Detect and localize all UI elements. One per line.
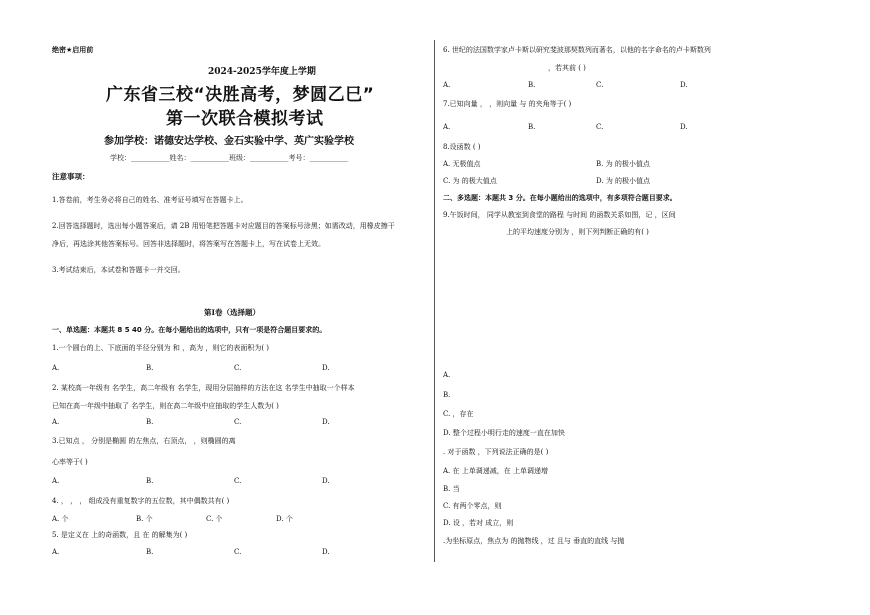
question-3-line1: 3.已知点 ， 分别是椭圆 的左焦点，右顶点， ，则椭圆的离 [52,437,236,445]
q9-option-c: C. ，存在 [443,410,474,418]
q4-option-d: D. 个 [276,515,293,523]
q8-option-b: B. 为 的极小值点 [596,160,650,168]
q7-option-c: C. [596,123,604,131]
exam-title-line1: 广东省三校“决胜高考，梦圆乙巳” [106,85,375,105]
question-5: 5. 是定义在 上的奇函数，且 在 的解集为( ) [52,531,188,539]
section2-heading: 二、多选题：本题共 3 分。在每小题给出的选项中，有多项符合题目要求。 [443,194,677,202]
student-info-line: 学校：___________姓名：___________班级：___________考号：___________ [110,154,348,162]
q6-option-a: A. [443,81,451,89]
q3-option-d: D. [322,477,330,485]
question-7: 7.已知向量 ， ，则向量 与 的夹角等于( ) [443,100,572,108]
q8-option-d: D. 为 的极小值点 [596,177,651,185]
question-6-line1: 6. 世纪的法国数学家卢卡斯以研究斐波那契数列而著名，以他的名字命名的卢卡斯数列 [443,46,711,54]
q3-option-b: B. [146,477,154,485]
question-2-line1: 2. 某校高一年级有 名学生，高二年级有 名学生，现用分层抽样的方法在这 名学生中抽取一个样本 [52,384,355,392]
question-10: . 对于函数 ，下列说法正确的是( ) [443,448,549,456]
q10-option-d: D. 设 ，若对 成立，则 [443,519,514,527]
note-2-line2: 净后，再选涂其他答案标号。回答非选择题时，将答案写在答题卡上，写在试卷上无效。 [52,240,325,248]
q9-option-d: D. 整个过程小明行走的速度一直在加快 [443,429,565,437]
q7-option-b: B. [528,123,536,131]
question-9-line1: 9.午饭时间， 同学从教室到食堂的路程 与时间 的函数关系如图，记 ，区间 [443,211,676,219]
q9-option-a: A. [443,371,451,379]
q10-option-a: A. 在 上单调递减，在 上单调递增 [443,467,548,475]
q5-option-b: B. [146,548,154,556]
notes-title: 注意事项： [52,172,90,181]
q1-option-b: B. [146,364,154,372]
question-6-line2: ，若其前 ( ) [548,64,586,72]
q2-option-b: B. [146,418,154,426]
question-4: 4. ， ， ， 组成没有重复数字的五位数，其中偶数共有( ) [52,497,230,505]
q8-option-c: C. 为 的极大值点 [443,177,497,185]
q10-option-c: C. 有两个零点，则 [443,502,502,510]
secret-label: 绝密★启用前 [52,46,94,54]
q2-option-a: A. [52,418,60,426]
participating-schools: 参加学校：诺德安达学校、金石实验中学、英广实验学校 [104,136,354,147]
q9-option-b: B. [443,391,451,399]
q1-option-a: A. [52,364,60,372]
q7-option-d: D. [680,123,688,131]
q8-option-a: A. 无极值点 [443,160,481,168]
section1-heading: 一、单选题：本题共 8 5 40 分。在每小题给出的选项中，只有一项是符合题目要求的。 [52,326,327,334]
note-1: 1.答卷前，考生务必将自己的姓名、准考证号填写在答题卡上。 [52,196,248,204]
q1-option-c: C. [234,364,242,372]
q4-option-a: A. 个 [52,515,69,523]
q5-option-a: A. [52,548,60,556]
q1-option-d: D. [322,364,330,372]
question-3-line2: 心率等于( ) [52,458,88,466]
q3-option-a: A. [52,477,60,485]
school-year: 2024-2025学年度上学期 [208,67,316,77]
exam-title-line2: 第一次联合模拟考试 [166,109,324,129]
q6-option-d: D. [680,81,688,89]
q4-option-b: B. 个 [136,515,153,523]
question-2-line2: 已知在高一年级中抽取了 名学生，则在高二年级中应抽取的学生人数为( ) [52,402,279,410]
q4-option-c: C. 个 [206,515,223,523]
column-divider [434,40,435,562]
question-9-line2: 上的平均速度分别为 ，则下列判断正确的有( ) [506,228,649,236]
q5-option-c: C. [234,548,242,556]
q6-option-b: B. [528,81,536,89]
q6-option-c: C. [596,81,604,89]
q2-option-d: D. [322,418,330,426]
note-2-line1: 2.回答选择题时，选出每小题答案后，请 2B 用铅笔把答题卡对应题目的答案标号涂黑；如需改动，用橡皮擦干 [52,222,395,230]
note-3: 3.考试结束后，本试卷和答题卡一并交回。 [52,266,185,274]
question-1: 1.一个圆台的上、下底面的半径分别为 和 ，高为 ，则它的表面积为( ) [52,344,270,352]
q10-option-b: B. 当 [443,485,460,493]
section1-title: 第I卷（选择题） [204,308,261,317]
question-11: .为坐标原点，焦点为 的抛物线 ，过 且与 垂直的直线 与抛 [443,537,625,545]
q3-option-c: C. [234,477,242,485]
question-8: 8.设函数 ( ) [443,143,481,151]
q5-option-d: D. [322,548,330,556]
q2-option-c: C. [234,418,242,426]
q7-option-a: A. [443,123,451,131]
